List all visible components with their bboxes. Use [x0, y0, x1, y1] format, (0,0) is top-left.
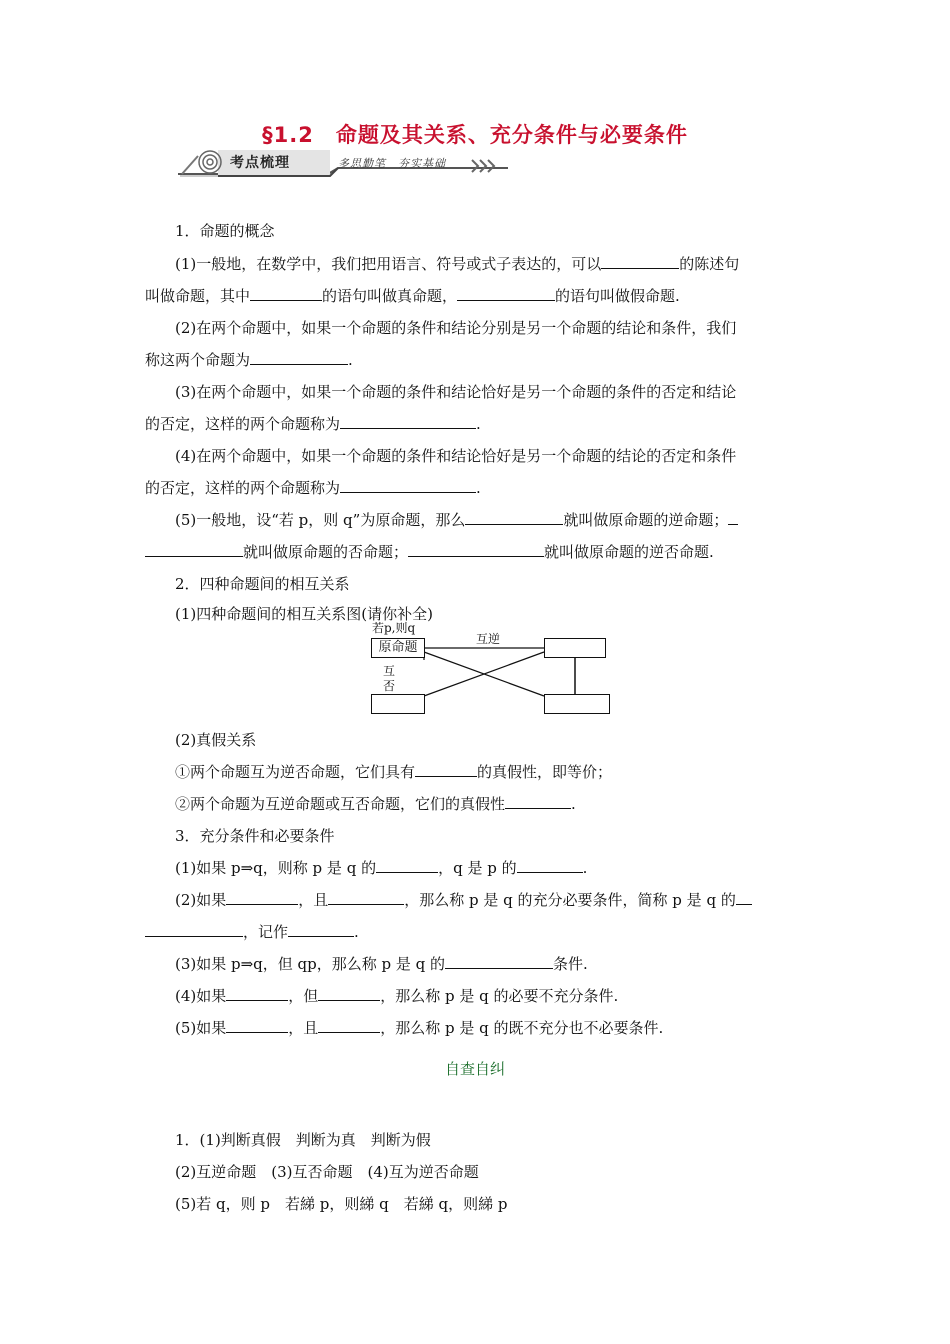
blank [736, 890, 752, 905]
s1-p1-line1 [175, 254, 855, 274]
blank [226, 1018, 288, 1033]
diagram-top-label: 若p,则q [372, 621, 416, 635]
s3-c2-line1 [175, 890, 855, 910]
box-original-proposition: 原命题 [371, 638, 425, 658]
text: . [354, 923, 359, 941]
s1-p2-line2 [145, 350, 825, 370]
text: (4)如果 [175, 987, 227, 1005]
s2-rel-2 [175, 794, 855, 814]
text: ，且 [298, 891, 329, 909]
text: ，且 [288, 1019, 319, 1037]
blank [145, 922, 243, 937]
box-contrapositive-proposition [544, 694, 610, 714]
self-check-heading: 自查自纠 [444, 1060, 505, 1078]
text: 叫做命题，其中 [145, 287, 251, 305]
text: ，那么称 p 是 q 的既不充分也不必要条件. [380, 1019, 664, 1037]
text: ②两个命题为互逆命题或互否命题，它们的真假性 [175, 795, 506, 813]
blank [465, 510, 563, 525]
s1-p3-line2 [145, 414, 825, 434]
blank [445, 954, 553, 969]
s2-truth-heading: (2)真假关系 [175, 731, 257, 749]
blank [250, 286, 322, 301]
blank [340, 478, 476, 493]
answer-line-3: (5)若 q，则 p 若綈 p，则綈 q 若綈 q，则綈 p [175, 1195, 508, 1213]
section-3-heading: 3．充分条件和必要条件 [175, 827, 335, 845]
text: 的语句叫做假命题. [555, 287, 680, 305]
text: . [582, 859, 588, 877]
blank [601, 254, 679, 269]
text: 的语句叫做真命题， [322, 287, 458, 305]
text: ，记作 [243, 923, 289, 941]
s2-diagram-caption: (1)四种命题间的相互关系图(请你补全) [175, 605, 433, 623]
s1-p4-line2 [145, 478, 825, 498]
text: (5)一般地，设“若 p，则 q”为原命题，那么 [175, 511, 466, 529]
text: 就叫做原命题的逆命题； [563, 511, 729, 529]
s1-p3-line1: (3)在两个命题中，如果一个命题的条件和结论恰好是另一个命题的条件的否定和结论 [175, 383, 737, 401]
page-title: §1.2 命题及其关系、充分条件与必要条件 [262, 123, 688, 147]
text: 的否定，这样的两个命题称为 [145, 415, 341, 433]
section-2-heading: 2．四种命题间的相互关系 [175, 575, 350, 593]
text: 称这两个命题为 [145, 351, 251, 369]
text: 的真假性，即等价； [477, 763, 613, 781]
blank [318, 986, 380, 1001]
text: ，那么称 p 是 q 的充分必要条件，简称 p 是 q 的 [404, 891, 736, 909]
s1-p1-line2 [145, 286, 825, 306]
text: 的陈述句 [679, 255, 740, 273]
text: (2)如果 [175, 891, 227, 909]
s2-rel-1 [175, 762, 855, 782]
s1-p4-line1: (4)在两个命题中，如果一个命题的条件和结论恰好是另一个命题的结论的否定和条件 [175, 447, 737, 465]
section-1-heading: 1．命题的概念 [175, 222, 275, 240]
s1-p5-line2 [145, 542, 825, 562]
text: 就叫做原命题的逆否命题. [544, 543, 714, 561]
label-mutual-neg-2: 否 [383, 679, 396, 693]
blank [250, 350, 348, 365]
banner-slogan: 多思勤笔 夯实基础 [338, 157, 446, 170]
blank [288, 922, 354, 937]
s1-p2-line1: (2)在两个命题中，如果一个命题的条件和结论分别是另一个命题的结论和条件，我们 [175, 319, 737, 337]
four-propositions-diagram [368, 618, 618, 718]
blank [457, 286, 555, 301]
text: 就叫做原命题的否命题； [243, 543, 409, 561]
label-mutual-neg-1: 互 [383, 664, 396, 678]
text: . [476, 415, 481, 433]
blank [415, 762, 477, 777]
s3-c5 [175, 1018, 855, 1038]
blank [505, 794, 571, 809]
banner-label: 考点梳理 [230, 155, 290, 171]
blank [328, 890, 404, 905]
text: . [476, 479, 481, 497]
s3-c4 [175, 986, 855, 1006]
blank [517, 858, 583, 873]
blank [340, 414, 476, 429]
text: . [571, 795, 576, 813]
blank [226, 986, 288, 1001]
text: 的否定，这样的两个命题称为 [145, 479, 341, 497]
answer-line-1: 1．(1)判断真假 判断为真 判断为假 [175, 1131, 431, 1149]
s1-p5-line1 [175, 510, 855, 530]
box-inverse-proposition [544, 638, 606, 658]
blank [226, 890, 298, 905]
label-mutual-inverse: 互逆 [476, 632, 501, 646]
blank [408, 542, 544, 557]
text: . [348, 351, 353, 369]
s3-c3 [175, 954, 855, 974]
blank [376, 858, 438, 873]
text: (5)如果 [175, 1019, 227, 1037]
text: (1)如果 p⇒q，则称 p 是 q 的 [175, 859, 377, 877]
box-negation-proposition [371, 694, 425, 714]
text: ，但 [288, 987, 319, 1005]
text: (3)如果 p⇒q，但 qp，那么称 p 是 q 的 [175, 955, 446, 973]
blank [318, 1018, 380, 1033]
s3-c1 [175, 858, 855, 878]
answer-line-2: (2)互逆命题 (3)互否命题 (4)互为逆否命题 [175, 1163, 479, 1181]
text: ，那么称 p 是 q 的必要不充分条件. [380, 987, 619, 1005]
section-banner [178, 146, 508, 182]
text: (1)一般地，在数学中，我们把用语言、符号或式子表达的，可以 [175, 255, 602, 273]
blank [145, 542, 243, 557]
blank [728, 510, 738, 525]
text: ，q 是 p 的 [438, 859, 517, 877]
text: ①两个命题互为逆否命题，它们具有 [175, 763, 416, 781]
text: 条件. [553, 955, 588, 973]
s3-c2-line2 [145, 922, 825, 942]
